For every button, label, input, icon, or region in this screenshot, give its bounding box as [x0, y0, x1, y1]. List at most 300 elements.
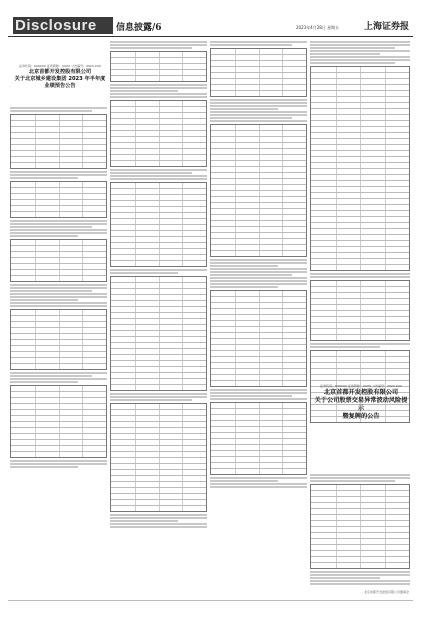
- text-line: [310, 571, 410, 573]
- table-cell-divider: [259, 469, 260, 474]
- table-cell-divider: [235, 215, 236, 220]
- table-cell-divider: [135, 319, 136, 324]
- table-cell-divider: [59, 358, 60, 363]
- table-cell-divider: [82, 206, 83, 211]
- text-line: [10, 229, 107, 231]
- table-cell-divider: [182, 213, 183, 218]
- table-cell-divider: [385, 563, 386, 568]
- column-1: [10, 40, 107, 595]
- text-line: [10, 290, 92, 292]
- table-cell-divider: [385, 305, 386, 310]
- table-cell-divider: [385, 299, 386, 304]
- table-cell-divider: [336, 509, 337, 514]
- table-cell-divider: [360, 317, 361, 322]
- table-cell-divider: [259, 125, 260, 130]
- table-cell-divider: [182, 149, 183, 154]
- right-notice-header: [312, 384, 410, 424]
- table-cell-divider: [82, 188, 83, 193]
- table-cell-divider: [259, 85, 260, 90]
- table-cell-divider: [360, 127, 361, 132]
- table-cell-divider: [82, 121, 83, 126]
- table-cell-divider: [385, 329, 386, 334]
- text-line: [210, 120, 307, 122]
- text-line: [10, 381, 78, 383]
- table-cell-divider: [59, 364, 60, 369]
- table-cell-divider: [182, 277, 183, 282]
- table-cell-divider: [336, 527, 337, 532]
- table-cell-divider: [282, 315, 283, 320]
- table-cell-divider: [82, 163, 83, 168]
- table-cell-divider: [235, 185, 236, 190]
- table-cell-divider: [182, 307, 183, 312]
- table-cell-divider: [235, 55, 236, 60]
- table-cell-divider: [259, 291, 260, 296]
- table-cell-divider: [235, 457, 236, 462]
- table-cell-divider: [82, 115, 83, 120]
- notice-title-line2: 暨复牌的公告: [342, 413, 380, 420]
- table-cell-divider: [235, 73, 236, 78]
- text-line: [110, 523, 207, 525]
- table-cell-divider: [182, 452, 183, 457]
- table-cell-divider: [259, 381, 260, 386]
- table-cell-divider: [336, 357, 337, 362]
- table-cell-divider: [35, 151, 36, 156]
- text-line: [210, 477, 307, 479]
- table-cell-divider: [235, 469, 236, 474]
- table-cell-divider: [59, 206, 60, 211]
- table-cell-divider: [259, 91, 260, 96]
- text-line: [210, 105, 307, 107]
- table-cell-divider: [82, 264, 83, 269]
- table-cell-divider: [282, 403, 283, 408]
- table-cell-divider: [182, 373, 183, 378]
- table-cell-divider: [135, 313, 136, 318]
- text-line: [210, 286, 278, 288]
- text-line: [210, 265, 278, 267]
- table-cell-divider: [282, 433, 283, 438]
- table-cell-divider: [159, 494, 160, 499]
- table-cell-divider: [259, 161, 260, 166]
- table-cell-divider: [235, 415, 236, 420]
- table-cell-divider: [282, 369, 283, 374]
- table-cell-divider: [159, 488, 160, 493]
- table-cell-divider: [135, 367, 136, 372]
- table-cell-divider: [336, 259, 337, 264]
- table-cell-divider: [282, 91, 283, 96]
- table-cell-divider: [135, 131, 136, 136]
- table-cell-divider: [182, 494, 183, 499]
- table-cell-divider: [336, 181, 337, 186]
- table-cell-divider: [336, 103, 337, 108]
- table-cell-divider: [360, 533, 361, 538]
- table-cell-divider: [182, 337, 183, 342]
- table-cell-divider: [82, 322, 83, 327]
- table-cell-divider: [259, 203, 260, 208]
- table-cell-divider: [135, 289, 136, 294]
- table-cell-divider: [182, 237, 183, 242]
- text-line: [310, 474, 410, 476]
- table-cell-divider: [59, 264, 60, 269]
- table-cell-divider: [35, 352, 36, 357]
- table-row: [211, 91, 306, 96]
- table-cell-divider: [59, 258, 60, 263]
- table-cell-divider: [385, 545, 386, 550]
- table-cell-divider: [259, 433, 260, 438]
- table-cell-divider: [182, 325, 183, 330]
- table-cell-divider: [385, 193, 386, 198]
- table-cell-divider: [159, 446, 160, 451]
- table-cell-divider: [35, 270, 36, 275]
- table-cell-divider: [259, 327, 260, 332]
- table-cell-divider: [159, 249, 160, 254]
- table-cell-divider: [59, 240, 60, 245]
- data-table: [10, 181, 107, 218]
- table-cell-divider: [182, 355, 183, 360]
- table-cell-divider: [159, 76, 160, 81]
- table-cell-divider: [35, 398, 36, 403]
- table-cell-divider: [282, 345, 283, 350]
- table-cell-divider: [135, 307, 136, 312]
- table-cell-divider: [282, 363, 283, 368]
- text-line: [10, 235, 78, 237]
- text-line: [210, 99, 307, 101]
- table-cell-divider: [336, 539, 337, 544]
- table-cell-divider: [59, 352, 60, 357]
- table-cell-divider: [385, 67, 386, 72]
- table-cell-divider: [336, 311, 337, 316]
- table-cell-divider: [159, 337, 160, 342]
- table-cell-divider: [82, 133, 83, 138]
- table-cell-divider: [282, 73, 283, 78]
- table-cell-divider: [282, 197, 283, 202]
- table-cell-divider: [385, 311, 386, 316]
- table-cell-divider: [35, 139, 36, 144]
- table-cell-divider: [235, 239, 236, 244]
- table-cell-divider: [135, 301, 136, 306]
- table-cell-divider: [182, 470, 183, 475]
- table-cell-divider: [82, 364, 83, 369]
- table-cell-divider: [82, 434, 83, 439]
- table-cell-divider: [159, 373, 160, 378]
- table-cell-divider: [35, 133, 36, 138]
- table-cell-divider: [59, 310, 60, 315]
- table-cell-divider: [360, 73, 361, 78]
- table-cell-divider: [360, 241, 361, 246]
- table-cell-divider: [360, 281, 361, 286]
- table-cell-divider: [360, 293, 361, 298]
- table-cell-divider: [59, 422, 60, 427]
- column-2: [110, 40, 207, 595]
- table-cell-divider: [235, 209, 236, 214]
- table-cell-divider: [282, 61, 283, 66]
- table-cell-divider: [135, 113, 136, 118]
- table-cell-divider: [235, 451, 236, 456]
- text-line: [110, 84, 207, 86]
- table-cell-divider: [235, 155, 236, 160]
- table-cell-divider: [282, 161, 283, 166]
- table-cell-divider: [385, 133, 386, 138]
- table-cell-divider: [82, 252, 83, 257]
- table-cell-divider: [35, 328, 36, 333]
- table-cell-divider: [282, 131, 283, 136]
- table-cell-divider: [360, 103, 361, 108]
- table-cell-divider: [259, 167, 260, 172]
- table-cell-divider: [259, 403, 260, 408]
- table-cell-divider: [159, 219, 160, 224]
- notice-company: 北京首都开发控股有限公司: [28, 69, 92, 75]
- table-cell-divider: [385, 79, 386, 84]
- text-line: [10, 107, 107, 109]
- text-line: [310, 577, 380, 579]
- table-row: [11, 212, 106, 217]
- table-cell-divider: [235, 203, 236, 208]
- table-cell-divider: [82, 346, 83, 351]
- table-row: [211, 251, 306, 256]
- table-cell-divider: [385, 533, 386, 538]
- table-cell-divider: [385, 151, 386, 156]
- text-line: [310, 273, 410, 275]
- table-cell-divider: [336, 253, 337, 258]
- table-cell-divider: [159, 113, 160, 118]
- table-cell-divider: [336, 187, 337, 192]
- section-title: [116, 20, 162, 33]
- table-cell-divider: [35, 346, 36, 351]
- table-cell-divider: [182, 249, 183, 254]
- table-cell-divider: [282, 409, 283, 414]
- table-cell-divider: [235, 333, 236, 338]
- table-cell-divider: [35, 364, 36, 369]
- table-cell-divider: [360, 515, 361, 520]
- table-cell-divider: [259, 457, 260, 462]
- table-cell-divider: [259, 137, 260, 142]
- table-cell-divider: [182, 410, 183, 415]
- table-cell-divider: [82, 276, 83, 281]
- table-cell-divider: [360, 563, 361, 568]
- text-line: [210, 395, 292, 397]
- table-cell-divider: [135, 201, 136, 206]
- table-cell-divider: [82, 270, 83, 275]
- table-cell-divider: [159, 261, 160, 266]
- table-cell-divider: [82, 310, 83, 315]
- table-cell-divider: [159, 149, 160, 154]
- text-line: [110, 399, 192, 401]
- table-cell-divider: [182, 58, 183, 63]
- table-cell-divider: [59, 398, 60, 403]
- table-cell-divider: [82, 404, 83, 409]
- table-cell-divider: [159, 155, 160, 160]
- table-cell-divider: [235, 339, 236, 344]
- table-cell-divider: [385, 175, 386, 180]
- table-cell-divider: [235, 67, 236, 72]
- table-cell-divider: [135, 361, 136, 366]
- data-table: [10, 309, 107, 370]
- column-4: [310, 40, 410, 595]
- table-cell-divider: [82, 240, 83, 245]
- text-line: [10, 302, 107, 304]
- table-cell-divider: [59, 151, 60, 156]
- table-cell-divider: [182, 125, 183, 130]
- table-cell-divider: [360, 311, 361, 316]
- table-cell-divider: [385, 497, 386, 502]
- table-cell-divider: [360, 335, 361, 340]
- table-cell-divider: [159, 119, 160, 124]
- table-cell-divider: [135, 331, 136, 336]
- table-cell-divider: [385, 317, 386, 322]
- table-cell-divider: [336, 265, 337, 270]
- table-cell-divider: [159, 385, 160, 390]
- table-cell-divider: [235, 251, 236, 256]
- table-cell-divider: [135, 195, 136, 200]
- table-cell-divider: [159, 410, 160, 415]
- table-cell-divider: [336, 563, 337, 568]
- table-cell-divider: [59, 440, 60, 445]
- table-cell-divider: [385, 503, 386, 508]
- table-cell-divider: [360, 375, 361, 380]
- table-cell-divider: [235, 403, 236, 408]
- table-cell-divider: [282, 303, 283, 308]
- table-cell-divider: [235, 439, 236, 444]
- table-cell-divider: [360, 169, 361, 174]
- table-cell-divider: [235, 297, 236, 302]
- table-cell-divider: [336, 545, 337, 550]
- table-cell-divider: [159, 231, 160, 236]
- table-cell-divider: [235, 167, 236, 172]
- table-cell-divider: [235, 61, 236, 66]
- table-cell-divider: [235, 191, 236, 196]
- data-table: [310, 66, 410, 271]
- table-cell-divider: [282, 227, 283, 232]
- table-cell-divider: [135, 446, 136, 451]
- table-cell-divider: [59, 404, 60, 409]
- table-cell-divider: [182, 367, 183, 372]
- table-cell-divider: [336, 73, 337, 78]
- table-cell-divider: [282, 185, 283, 190]
- text-line: [10, 466, 78, 468]
- text-line: [10, 287, 107, 289]
- table-cell-divider: [135, 213, 136, 218]
- text-line: [10, 299, 78, 301]
- text-line: [10, 460, 107, 462]
- table-cell-divider: [159, 470, 160, 475]
- table-cell-divider: [135, 325, 136, 330]
- table-cell-divider: [135, 149, 136, 154]
- table-cell-divider: [135, 249, 136, 254]
- table-cell-divider: [385, 265, 386, 270]
- table-cell-divider: [259, 233, 260, 238]
- table-cell-divider: [59, 416, 60, 421]
- table-cell-divider: [159, 255, 160, 260]
- table-cell-divider: [360, 181, 361, 186]
- table-cell-divider: [360, 109, 361, 114]
- table-cell-divider: [336, 551, 337, 556]
- table-cell-divider: [159, 189, 160, 194]
- table-cell-divider: [182, 416, 183, 421]
- table-cell-divider: [159, 458, 160, 463]
- table-cell-divider: [182, 458, 183, 463]
- table-cell-divider: [336, 293, 337, 298]
- table-cell-divider: [135, 155, 136, 160]
- table-cell-divider: [385, 127, 386, 132]
- text-line: [10, 375, 92, 377]
- table-cell-divider: [135, 416, 136, 421]
- table-cell-divider: [82, 428, 83, 433]
- table-cell-divider: [282, 173, 283, 178]
- text-line: [110, 520, 178, 522]
- table-cell-divider: [259, 251, 260, 256]
- table-cell-divider: [385, 121, 386, 126]
- table-cell-divider: [159, 70, 160, 75]
- table-cell-divider: [159, 161, 160, 166]
- table-cell-divider: [360, 485, 361, 490]
- text-line: [210, 392, 307, 394]
- text-line: [10, 284, 107, 286]
- table-cell-divider: [385, 335, 386, 340]
- text-line: [310, 53, 380, 55]
- table-cell-divider: [82, 410, 83, 415]
- table-cell-divider: [59, 434, 60, 439]
- table-cell-divider: [182, 64, 183, 69]
- table-cell-divider: [360, 133, 361, 138]
- table-cell-divider: [235, 381, 236, 386]
- table-cell-divider: [159, 367, 160, 372]
- text-line: [310, 47, 395, 49]
- table-cell-divider: [336, 557, 337, 562]
- table-cell-divider: [385, 163, 386, 168]
- table-cell-divider: [35, 212, 36, 217]
- data-table: [110, 403, 207, 512]
- table-cell-divider: [159, 325, 160, 330]
- table-cell-divider: [385, 281, 386, 286]
- table-cell-divider: [385, 351, 386, 356]
- table-cell-divider: [282, 327, 283, 332]
- table-cell-divider: [385, 521, 386, 526]
- table-cell-divider: [235, 221, 236, 226]
- table-cell-divider: [59, 322, 60, 327]
- table-cell-divider: [182, 440, 183, 445]
- table-cell-divider: [360, 145, 361, 150]
- table-cell-divider: [259, 439, 260, 444]
- table-cell-divider: [259, 155, 260, 160]
- table-cell-divider: [336, 329, 337, 334]
- text-line: [10, 305, 107, 307]
- table-cell-divider: [159, 131, 160, 136]
- data-table: [210, 402, 307, 475]
- text-line: [110, 41, 207, 43]
- table-cell-divider: [135, 243, 136, 248]
- table-cell-divider: [135, 237, 136, 242]
- table-cell-divider: [360, 157, 361, 162]
- table-cell-divider: [59, 139, 60, 144]
- table-cell-divider: [282, 375, 283, 380]
- text-line: [210, 44, 292, 46]
- table-cell-divider: [35, 115, 36, 120]
- table-cell-divider: [182, 506, 183, 511]
- table-cell-divider: [385, 539, 386, 544]
- table-cell-divider: [385, 375, 386, 380]
- table-cell-divider: [135, 231, 136, 236]
- table-cell-divider: [59, 428, 60, 433]
- table-cell-divider: [259, 185, 260, 190]
- footer-signature: 北京首都开发控股有限公司董事会: [363, 590, 409, 594]
- table-cell-divider: [360, 299, 361, 304]
- table-cell-divider: [159, 307, 160, 312]
- text-line: [10, 378, 107, 380]
- table-cell-divider: [282, 463, 283, 468]
- data-table: [10, 385, 107, 458]
- table-cell-divider: [360, 223, 361, 228]
- table-cell-divider: [360, 503, 361, 508]
- table-cell-divider: [336, 85, 337, 90]
